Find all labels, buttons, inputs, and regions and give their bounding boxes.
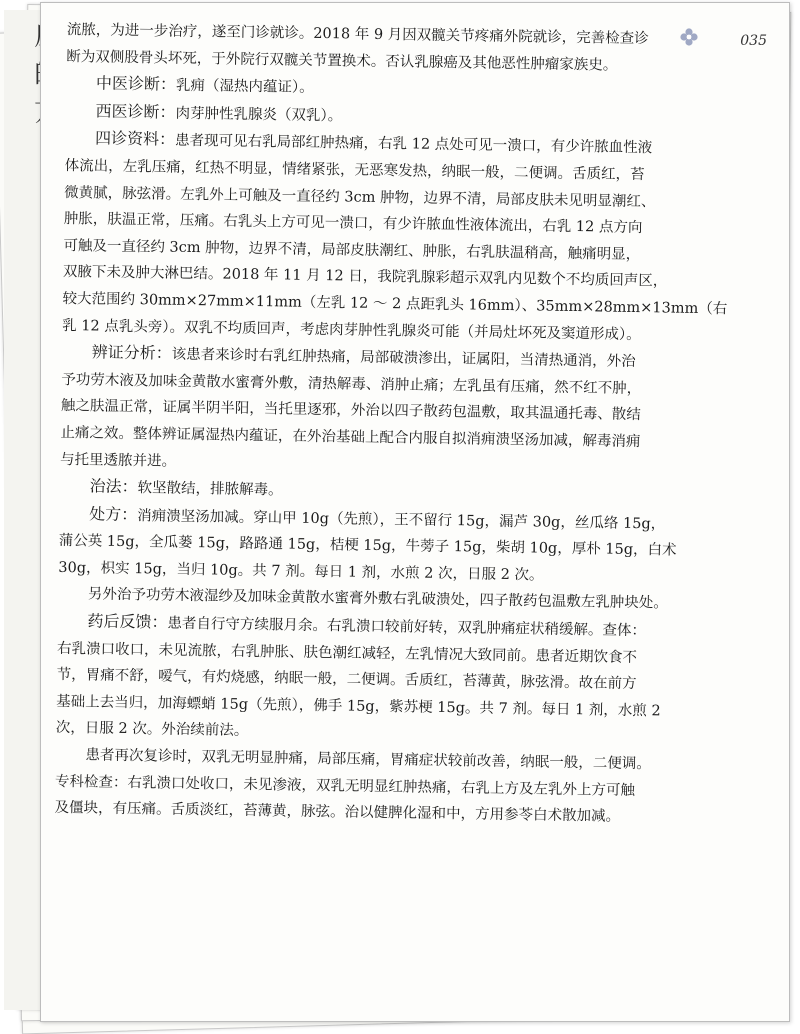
line-text: 节，胃痛不舒，嗳气，有灼烧感，纳眠一般，二便调。舌质红，苔薄黄，脉弦滑。故在前方	[56, 667, 637, 693]
line-text: 另外治予功劳木液湿纱及加味金黄散水蜜膏外敷右乳破溃处，四子散药包温敷左乳肿块处。	[87, 586, 668, 612]
line-text: 止痛之效。整体辨证属湿热内蕴证，在外治基础上配合内服自拟消痈溃坚汤加减，解毒消痈	[60, 424, 641, 450]
line-text: 软坚散结，排脓解毒。	[137, 480, 283, 499]
page-number: 035	[740, 33, 767, 49]
line-text: 患者自行守方续服月余。右乳溃口较前好转，双乳肿痛症状稍缓解。查体：	[167, 615, 647, 640]
line-text: 右乳溃口收口，未见流脓，右乳肿胀、肤色潮红减轻，左乳情况大致同前。患者近期饮食不	[56, 640, 638, 666]
line-text: 双腋下未及肿大淋巴结。2018 年 11 月 12 日，我院乳腺彩超示双乳内见数个不均质回声区，	[62, 264, 668, 290]
line-text: 患者再次复诊时，双乳无明显肿痛，局部压痛，胃痛症状较前改善，纳眠一般，二便调。	[85, 747, 651, 773]
line-text: 肉芽肿性乳腺炎（双乳）。	[175, 105, 343, 125]
section-heading: 辨证分析：	[91, 342, 172, 363]
line-text: 流脓，为进一步治疗，遂至门诊就诊。2018 年 9 月因双髋关节疼痛外院就诊，完善检查诊	[66, 21, 649, 48]
line-text: 肿胀，肤温正常，压痛。右乳头上方可见一溃口，有少许脓血性液体流出，右乳 12 点方向	[63, 211, 643, 237]
line-text: 蒲公英 15g，全瓜蒌 15g，路路通 15g，桔梗 15g，牛蒡子 15g，柴胡 10g，厚朴 15g，白术	[58, 533, 677, 559]
section-heading: 药后反馈：	[87, 611, 168, 632]
line-text: 微黄腻，脉弦滑。左乳外上可触及一直径约 3cm 肿物，边界不清，局部皮肤未见明显潮红、	[64, 184, 656, 210]
line-text: 乳痈（湿热内蕴证）。	[175, 77, 314, 97]
line-text: 可触及一直径约 3cm 肿物，边界不清，局部皮肤潮红、肿胀，右乳肤温稍高，触痛明显，	[63, 237, 641, 263]
line-text: 触之肤温正常，证属半阴半阳，当托里逐邪，外治以四子散药包温敷，取其温通托毒、散结	[60, 398, 641, 424]
line-text: 及僵块，有压痛。舌质淡红，苔薄黄，脉弦。治以健脾化湿和中，方用参苓白术散加减。	[54, 800, 621, 826]
book-page	[40, 2, 790, 1022]
section-heading: 西医诊断：	[95, 101, 176, 122]
line-text: 消痈溃坚汤加减。穿山甲 10g（先煎），王不留行 15g，漏芦 30g，丝瓜络 15g，	[137, 507, 666, 533]
section-heading: 处方：	[89, 504, 138, 524]
line-text: 较大范围约 30mm×27mm×11mm（左乳 12 ～ 2 点距乳头 16mm）、35mm×28mm×13mm（右	[62, 290, 728, 318]
line-text: 次，日服 2 次。外治续前法。	[55, 720, 249, 740]
section-heading: 治法：	[89, 476, 138, 497]
line-text: 乳 12 点乳头旁）。双乳不均质回声，考虑肉芽肿性乳腺炎可能（并局灶坏死及窦道形成）。	[62, 317, 641, 343]
line-text: 专科检查：右乳溃口处收口，未见渗液，双乳无明显红肿热痛，右乳上方及左乳外上方可触	[54, 773, 636, 799]
line-text: 断为双侧股骨头坏死，于外院行双髋关节置换术。否认乳腺癌及其他恶性肿瘤家族史。	[66, 48, 618, 74]
line-text: 与托里透脓并进。	[59, 451, 177, 470]
line-text: 30g，枳实 15g，当归 10g。共 7 剂。每日 1 剂，水煎 2 次，日服 2 次。	[58, 559, 544, 584]
line-text: 体流出，左乳压痛，红热不明显，情绪紧张，无恶寒发热，纳眠一般，二便调。舌质红，苔	[64, 157, 645, 184]
line-text: 基础上去当归，加海螵蛸 15g（先煎），佛手 15g，紫苏梗 15g。共 7 剂。每日 1 剂，水煎 2	[56, 693, 661, 720]
section-heading: 四诊资料：	[94, 128, 176, 150]
page-body	[54, 17, 747, 832]
line-text: 患者现可见右乳局部红肿热痛，右乳 12 点处可见一溃口，有少许脓血性液	[174, 133, 653, 157]
section-heading: 中医诊断：	[95, 73, 177, 94]
line-text: 该患者来诊时右乳红肿热痛，局部破溃渗出，证属阳，当清热通消，外治	[171, 346, 636, 371]
line-text: 予功劳木液及加味金黄散水蜜膏外敷，清热解毒、消肿止痛；左乳虽有压痛，然不红不肿，	[61, 371, 642, 397]
